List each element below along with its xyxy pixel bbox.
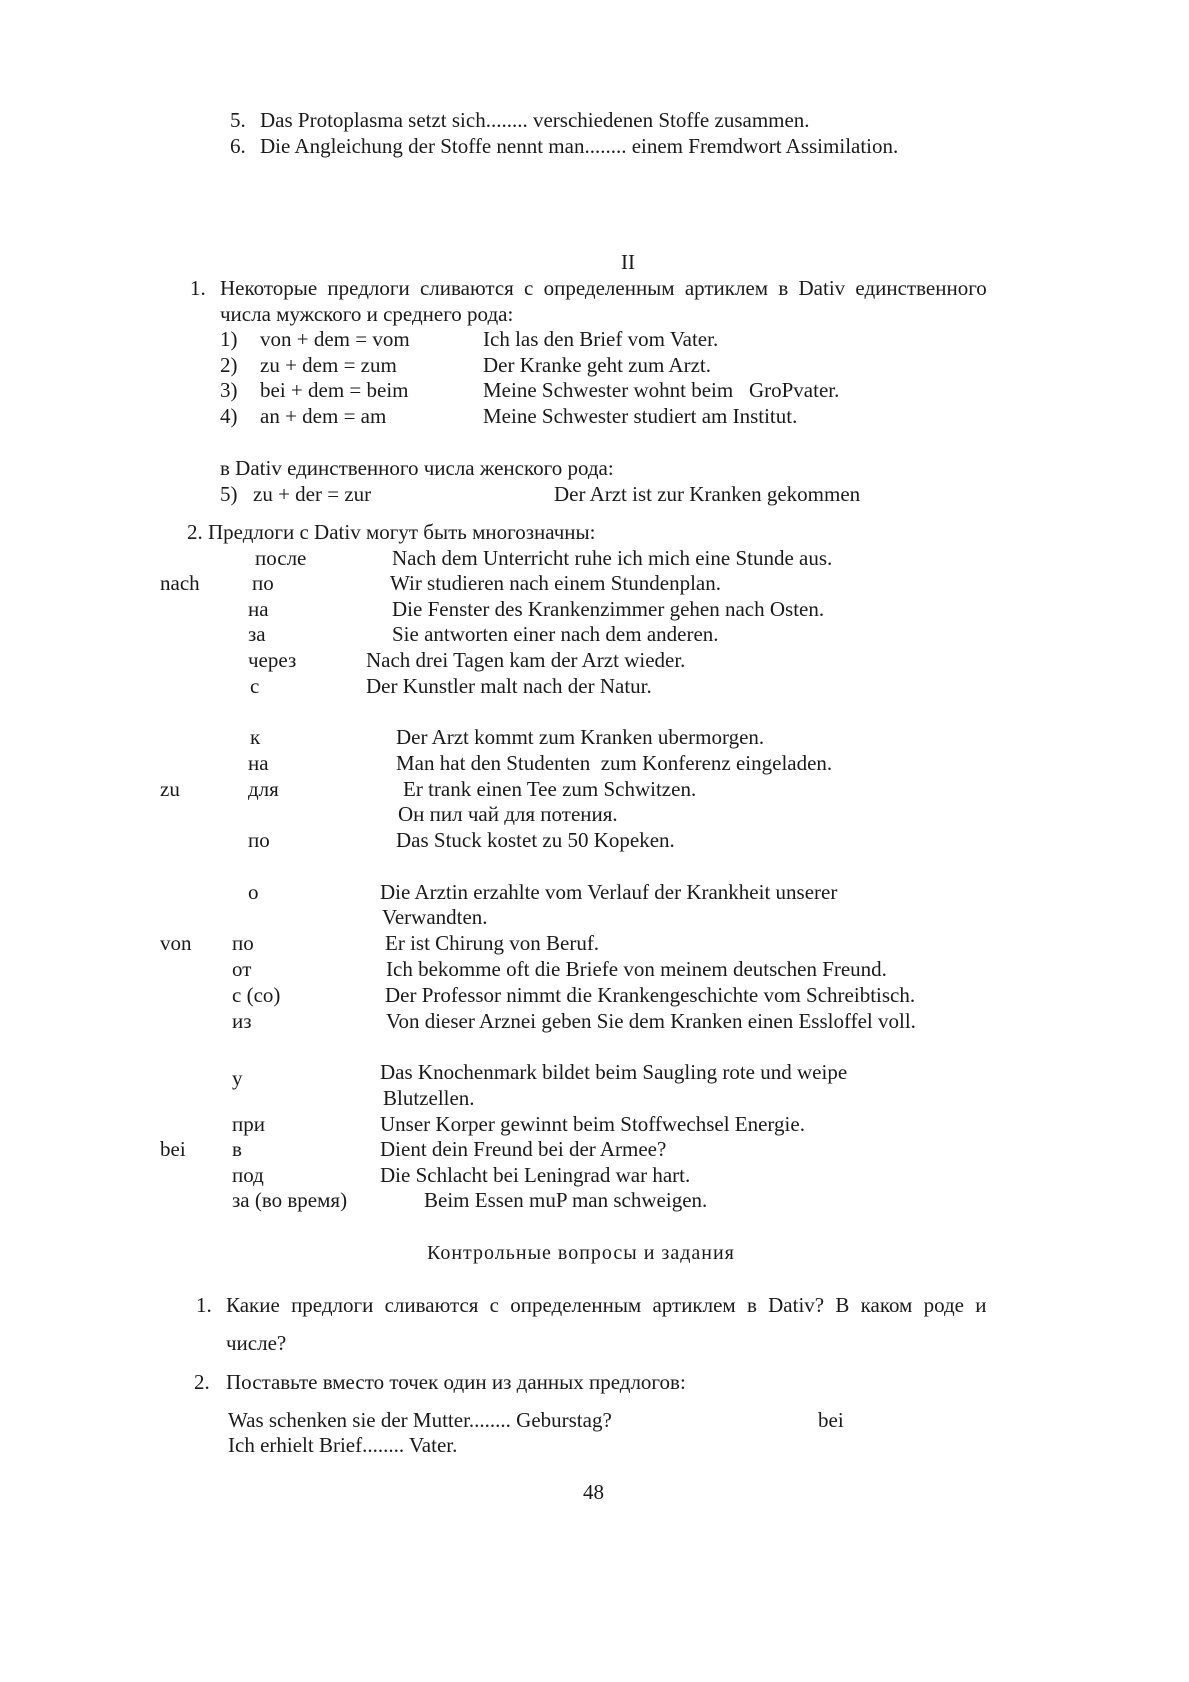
example-de: Nach dem Unterricht ruhe ich mich eine Stunde aus.	[392, 546, 833, 570]
example-de: Von dieser Arznei geben Sie dem Kranken einen Essloffel voll.	[386, 1009, 916, 1033]
example-de: Der Professor nimmt die Krankengeschichte vom Schreibtisch.	[385, 983, 916, 1007]
exercise-line: Ich erhielt Brief........ Vater.	[228, 1433, 458, 1457]
contraction-example: Der Kranke geht zum Arzt.	[483, 353, 711, 377]
question-text: Поставьте вместо точек один из данных предлогов:	[226, 1370, 686, 1394]
example-de: Er trank einen Tee zum Schwitzen.	[403, 777, 697, 801]
example-de: Wir studieren nach einem Stundenplan.	[390, 571, 721, 595]
example-de: Verwandten.	[382, 905, 488, 929]
preposition-zu: zu	[160, 777, 180, 801]
translation-ru: через	[248, 648, 297, 672]
translation-ru: под	[232, 1163, 264, 1187]
top-item-number: 5.	[230, 108, 246, 132]
contraction-number: 4)	[220, 404, 238, 428]
contraction-number: 3)	[220, 378, 238, 402]
top-item-text: Das Protoplasma setzt sich........ verschiedenen Stoffe zusammen.	[260, 108, 810, 132]
translation-ru: от	[232, 957, 252, 981]
contraction-formula: bei + dem = beim	[260, 378, 409, 402]
example-de: Das Stuck kostet zu 50 Kopeken.	[396, 828, 675, 852]
rule-text: Некоторые предлоги сливаются с определенным артиклем в Dativ единственного	[220, 276, 987, 300]
translation-ru: по	[252, 571, 274, 595]
translation-ru: на	[248, 597, 269, 621]
translation-ru: за	[248, 622, 266, 646]
question-number: 2.	[194, 1370, 210, 1394]
example-de: Man hat den Studenten zum Konferenz eingeladen.	[396, 751, 833, 775]
example-de: Ich bekomme oft die Briefe von meinem deutschen Freund.	[386, 957, 887, 981]
contraction-formula: von + dem = vom	[260, 327, 410, 351]
contraction-formula: zu + der = zur	[253, 482, 372, 506]
rule2-heading: 2. Предлоги с Dativ могут быть многозначны:	[187, 520, 596, 544]
contraction-example: Ich las den Brief vom Vater.	[483, 327, 719, 351]
preposition-nach: nach	[160, 571, 200, 595]
example-de: Sie antworten einer nach dem anderen.	[392, 622, 719, 646]
page-number: 48	[583, 1480, 604, 1504]
translation-ru: при	[232, 1112, 265, 1136]
contraction-number: 2)	[220, 353, 238, 377]
example-de: Der Kunstler malt nach der Natur.	[366, 674, 652, 698]
control-heading: Контрольные вопросы и задания	[427, 1242, 735, 1264]
example-de: Die Fenster des Krankenzimmer gehen nach Osten.	[392, 597, 825, 621]
example-de: Unser Korper gewinnt beim Stoffwechsel Energie.	[380, 1112, 805, 1136]
preposition-bei: bei	[160, 1137, 186, 1161]
contraction-formula: zu + dem = zum	[260, 353, 397, 377]
translation-ru: для	[248, 777, 279, 801]
question-text: числе?	[226, 1331, 287, 1355]
contraction-example: Meine Schwester wohnt beim GroPvater.	[483, 378, 840, 402]
example-de: Der Arzt kommt zum Kranken ubermorgen.	[396, 725, 765, 749]
contraction-example: Der Arzt ist zur Kranken gekommen	[554, 482, 861, 506]
rule-text: числа мужского и среднего рода:	[220, 302, 514, 326]
top-item-text: Die Angleichung der Stoffe nennt man........ einem Fremdwort Assimilation.	[260, 134, 899, 158]
translation-ru: о	[248, 880, 259, 904]
example-de: Die Schlacht bei Leningrad war hart.	[380, 1163, 691, 1187]
translation-ru: по	[248, 828, 270, 852]
example-ru: Он пил чай для потения.	[398, 802, 618, 826]
exercise-option: bei	[818, 1408, 844, 1432]
translation-ru: к	[250, 725, 261, 749]
translation-ru: у	[232, 1066, 243, 1090]
example-de: Nach drei Tagen kam der Arzt wieder.	[366, 648, 686, 672]
translation-ru: из	[232, 1009, 252, 1033]
feminine-intro: в Dativ единственного числа женского рода:	[220, 456, 614, 480]
translation-ru: на	[248, 751, 269, 775]
translation-ru: после	[255, 546, 307, 570]
translation-ru: с	[250, 674, 260, 698]
contraction-number: 1)	[220, 327, 238, 351]
translation-ru: за (во время)	[232, 1188, 348, 1212]
contraction-number: 5)	[220, 482, 238, 506]
exercise-line: Was schenken sie der Mutter........ Geburstag?	[228, 1408, 612, 1432]
example-de: Die Arztin erzahlte vom Verlauf der Krankheit unserer	[380, 880, 838, 904]
section-title: II	[621, 250, 635, 274]
contraction-formula: an + dem = am	[260, 404, 387, 428]
translation-ru: с (со)	[232, 983, 281, 1007]
rule-number: 1.	[190, 276, 206, 300]
top-item-number: 6.	[230, 134, 246, 158]
translation-ru: по	[232, 931, 254, 955]
example-de: Dient dein Freund bei der Armee?	[380, 1137, 667, 1161]
translation-ru: в	[232, 1137, 242, 1161]
question-text: Какие предлоги сливаются с определенным артиклем в Dativ? В каком роде и	[226, 1293, 987, 1317]
preposition-von: von	[160, 931, 192, 955]
example-de: Er ist Chirung von Beruf.	[385, 931, 600, 955]
example-de: Das Knochenmark bildet beim Saugling rote und weipe	[380, 1060, 848, 1084]
question-number: 1.	[196, 1293, 212, 1317]
example-de: Beim Essen muP man schweigen.	[424, 1188, 708, 1212]
contraction-example: Meine Schwester studiert am Institut.	[483, 404, 798, 428]
example-de: Blutzellen.	[383, 1086, 475, 1110]
